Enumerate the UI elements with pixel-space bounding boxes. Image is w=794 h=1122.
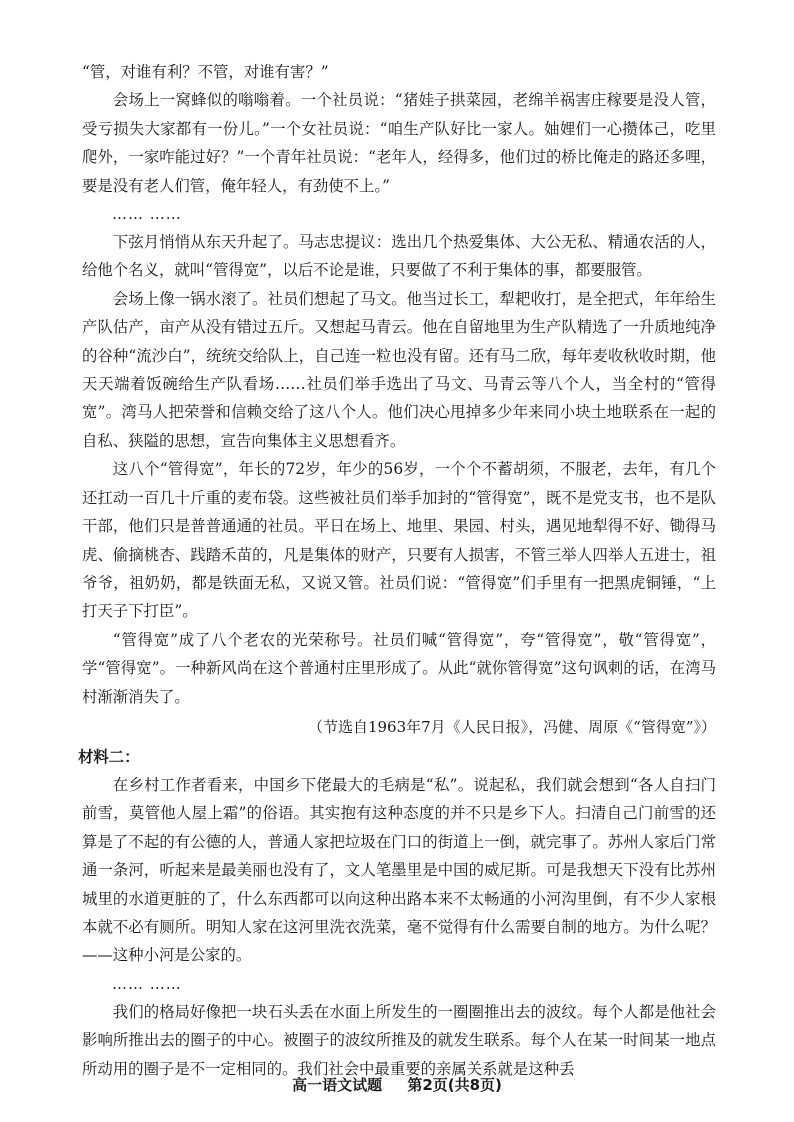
footer-page-number: 第2页(共8页): [407, 1076, 502, 1094]
ellipsis-divider-2: …… ……: [112, 974, 182, 993]
paragraph-5: “管得宽”成了八个老农的光荣称号。社员们喊“管得宽”，夸“管得宽”，敬“管得宽”，学“管得宽”。一种新风尚在这个普通村庄里形成了。从此“就你管得宽”这句讽刺的话，在湾马村渐渐消失了。: [82, 630, 716, 706]
section-heading: 材料二：: [78, 747, 140, 766]
paragraph-1: 会场上一窝蜂似的嗡嗡着。一个社员说：“猪娃子拱菜园，老绵羊祸害庄稼要是没人管，受亏损失大家都有一份儿。”一个女社员说：“咱生产队好比一家人。妯娌们一心攒体己，吃里爬外，一家咋能过好？”一个青年社员说：“老年人，经得多，他们过的桥比俺走的路还多哩，要是没有老人们管，俺年轻人，有劲使不上。”: [82, 91, 716, 195]
ellipsis-divider: …… ……: [112, 205, 182, 224]
source-citation: （节选自1963年7月《人民日报》，冯健、周原《“管得宽”》）: [307, 717, 716, 736]
page-footer: [0, 1074, 794, 1095]
paragraph-question: “管，对谁有利？不管，对谁有害？”: [82, 63, 329, 81]
paragraph-4: 这八个“管得宽”，年长的72岁，年少的56岁，一个个不蓄胡须，不服老，去年，有几个还扛动一百几十斤重的麦布袋。这些被社员们举手加封的“管得宽”，既不是党支书，也不是队干部，他们只是普普通通的社员。平日在场上、地里、果园、村头，遇见地犁得不好、锄得马虎、偷摘桃杏、践踏禾苗的，凡是集体的财产，只要有人损害，不管三举人四举人五进士，祖爷爷，祖奶奶，都是铁面无私，又说又管。社员们说：“管得宽”们手里有一把黑虎铜锤，“上打天子下打臣”。: [82, 460, 716, 621]
paragraph-7: 我们的格局好像把一块石头丢在水面上所发生的一圈圈推出去的波纹。每个人都是他社会影响所推出去的圈子的中心。被圈子的波纹所推及的就发生联系。每个人在某一时间某一地点所动用的圈子是不一定相同的。我们社会中最重要的亲属关系就是这种丢: [82, 1002, 716, 1078]
paragraph-6: 在乡村工作者看来，中国乡下佬最大的毛病是“私”。说起私，我们就会想到“各人自扫门前雪，莫管他人屋上霜”的俗语。其实抱有这种态度的并不只是乡下人。扫清自己门前雪的还算是了不起的有公德的人，普通人家把垃圾在门口的街道上一倒，就完事了。苏州人家后门常通一条河，听起来是最美丽也没有了，文人笔墨里是中国的威尼斯。可是我想天下没有比苏州城里的水道更脏的了，什么东西都可以向这种出路本来不太畅通的小河沟里倒，有不少人家根本就不必有厕所。明知人家在这河里洗衣洗菜，毫不觉得有什么需要自制的地方。为什么呢？——这种小河是公家的。: [82, 775, 716, 965]
footer-subject: 高一语文试题: [292, 1076, 383, 1094]
paragraph-3: 会场上像一锅水滚了。社员们想起了马文。他当过长工，犁耙收打，是全把式，年年给生产队估产，亩产从没有错过五斤。又想起马青云。他在自留地里为生产队精选了一升质地纯净的谷种“流沙白”，统统交给队上，自己连一粒也没有留。还有马二欣，每年麦收秋收时期，他天天端着饭碗给生产队看场……社员们举手选出了马文、马青云等八个人，当全村的“管得宽”。湾马人把荣誉和信赖交给了这八个人。他们决心甩掉多少年来同小块土地联系在一起的自私、狭隘的思想，宣告向集体主义思想看齐。: [82, 289, 716, 450]
paragraph-2: 下弦月悄悄从东天升起了。马志忠提议：选出几个热爱集体、大公无私、精通农活的人，给他个名义，就叫“管得宽”，以后不论是谁，只要做了不利于集体的事，都要服管。: [82, 233, 716, 280]
